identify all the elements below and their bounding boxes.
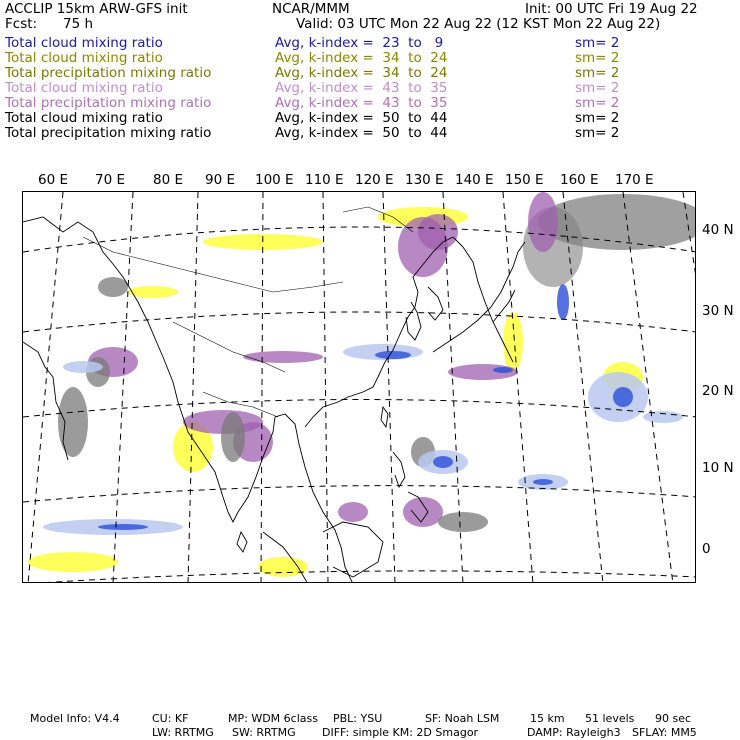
legend-name: Total precipitation mixing ratio	[5, 65, 212, 81]
map-panel	[22, 191, 696, 583]
cloud-low-blue	[493, 367, 513, 373]
cloud-mixing-gray	[58, 387, 88, 457]
cloud-mixing-gray	[438, 512, 488, 532]
legend-name: Total precipitation mixing ratio	[5, 125, 212, 141]
precip-mixing-yellow	[28, 552, 118, 572]
legend-row	[5, 80, 735, 95]
longitude-label: 60 E	[38, 172, 68, 188]
longitude-label: 150 E	[505, 172, 544, 188]
footer-dt: 90 sec	[655, 712, 692, 725]
legend-name: Total cloud mixing ratio	[5, 80, 163, 96]
legend-row	[5, 125, 735, 140]
legend-row	[5, 110, 735, 125]
footer-diff: DIFF: simple KM: 2D Smagor	[322, 726, 479, 739]
cloud-low-blue	[557, 284, 569, 320]
cloud-mixing-purple	[243, 351, 323, 363]
legend-row	[5, 95, 735, 110]
model-title: ACCLIP 15km ARW-GFS init	[5, 1, 188, 17]
precip-mixing-yellow	[503, 312, 523, 372]
longitude-label: 120 E	[355, 172, 394, 188]
footer-cu: CU: KF	[152, 712, 189, 725]
legend-sm: sm= 2	[575, 125, 620, 141]
cloud-low-blue	[613, 387, 633, 407]
cloud-low-blue	[533, 479, 553, 485]
legend-avg: Avg, k-index = 50 to 44	[275, 110, 448, 126]
footer-pbl: PBL: YSU	[333, 712, 383, 725]
legend-sm: sm= 2	[575, 65, 620, 81]
longitude-label: 110 E	[305, 172, 344, 188]
cloud-low-blue	[433, 456, 453, 468]
footer-levels: 51 levels	[585, 712, 635, 725]
legend-avg: Avg, k-index = 23 to 9	[275, 35, 444, 51]
latitude-label: 0	[702, 541, 711, 557]
latitude-label: 30 N	[702, 303, 734, 319]
footer-mp: MP: WDM 6class	[228, 712, 318, 725]
footer-sw: SW: RRTMG	[232, 726, 296, 739]
longitude-label: 140 E	[455, 172, 494, 188]
footer-lw: LW: RRTMG	[152, 726, 214, 739]
center-title: NCAR/MMM	[272, 1, 350, 17]
longitude-label: 100 E	[255, 172, 294, 188]
longitude-label: 80 E	[153, 172, 183, 188]
latitude-label: 20 N	[702, 383, 734, 399]
valid-time: Valid: 03 UTC Mon 22 Aug 22 (12 KST Mon 22 Aug 22)	[296, 16, 661, 32]
latitude-label: 40 N	[702, 222, 734, 238]
fcst-label: Fcst:	[5, 16, 38, 32]
legend-sm: sm= 2	[575, 110, 620, 126]
legend-avg: Avg, k-index = 34 to 24	[275, 65, 448, 81]
longitude-label: 160 E	[560, 172, 599, 188]
legend-row	[5, 35, 735, 50]
cloud-low-blue	[375, 351, 411, 359]
legend-avg: Avg, k-index = 50 to 44	[275, 125, 448, 141]
legend-avg: Avg, k-index = 34 to 24	[275, 50, 448, 66]
cloud-mixing-gray	[221, 412, 245, 462]
cloud-low-light	[63, 361, 103, 373]
legend-sm: sm= 2	[575, 80, 620, 96]
legend-avg: Avg, k-index = 43 to 35	[275, 80, 448, 96]
longitude-label: 130 E	[405, 172, 444, 188]
cloud-mixing-gray	[98, 277, 128, 297]
legend-name: Total cloud mixing ratio	[5, 35, 163, 51]
legend-name: Total precipitation mixing ratio	[5, 95, 212, 111]
longitude-label: 170 E	[615, 172, 654, 188]
cloud-mixing-purple	[338, 502, 368, 522]
legend-name: Total cloud mixing ratio	[5, 50, 163, 66]
cloud-low-blue	[98, 524, 148, 530]
cloud-fields	[28, 192, 696, 577]
legend-sm: sm= 2	[575, 95, 620, 111]
cloud-mixing-purple	[403, 497, 443, 527]
cloud-mixing-purple	[418, 214, 458, 250]
cloud-mixing-purple	[528, 192, 558, 252]
fcst-value: 75 h	[63, 16, 94, 32]
longitude-label: 90 E	[205, 172, 235, 188]
footer-model: Model Info: V4.4	[30, 712, 120, 725]
precip-mixing-yellow	[128, 286, 178, 298]
footer-sf: SF: Noah LSM	[425, 712, 500, 725]
footer-damp: DAMP: Rayleigh3	[527, 726, 621, 739]
init-time: Init: 00 UTC Fri 19 Aug 22	[525, 1, 698, 17]
footer-res: 15 km	[530, 712, 565, 725]
legend-avg: Avg, k-index = 43 to 35	[275, 95, 448, 111]
footer-sflay: SFLAY: MM5	[632, 726, 697, 739]
legend-row	[5, 65, 735, 80]
legend-sm: sm= 2	[575, 35, 620, 51]
longitude-label: 70 E	[95, 172, 125, 188]
latitude-label: 10 N	[702, 460, 734, 476]
map-canvas	[23, 192, 696, 583]
legend-sm: sm= 2	[575, 50, 620, 66]
legend-name: Total cloud mixing ratio	[5, 110, 163, 126]
legend-row	[5, 50, 735, 65]
precip-mixing-yellow	[258, 557, 308, 577]
